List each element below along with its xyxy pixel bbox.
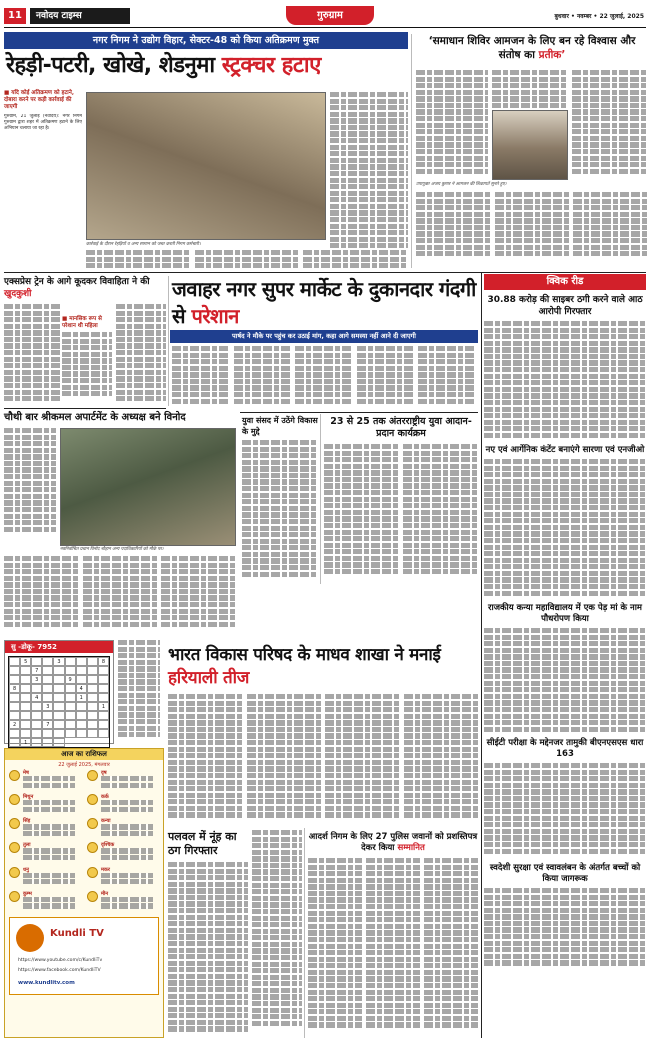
- sudoku-cell[interactable]: [31, 711, 42, 720]
- sudoku-cell[interactable]: [31, 684, 42, 693]
- rashi-text: [101, 800, 153, 813]
- quick-item-3-body: [484, 628, 646, 734]
- lead-bullet: ■ यदि कोई अतिक्रमण को हटाने, दोबारा करने पर कड़ी कार्रवाई की जाएगी: [4, 90, 74, 110]
- sudoku-cell[interactable]: [98, 729, 109, 738]
- quick-read-title: क्विक रीड: [484, 274, 646, 290]
- sudoku-cell[interactable]: [9, 711, 20, 720]
- sudoku-cell[interactable]: [9, 738, 20, 747]
- sudoku-cell[interactable]: [20, 693, 31, 702]
- aadhar-cols: [308, 858, 478, 1034]
- sudoku-grid[interactable]: [8, 656, 110, 748]
- sudoku-cell[interactable]: [65, 702, 76, 711]
- sudoku-cell[interactable]: [20, 675, 31, 684]
- rashi-name: मेष: [23, 770, 29, 776]
- lead-photo: [86, 92, 326, 240]
- rashi-name: तुला: [23, 842, 31, 849]
- divider: [304, 828, 305, 1038]
- lead-headline: [6, 52, 410, 80]
- divider: [4, 408, 166, 409]
- sudoku-cell[interactable]: 1: [20, 738, 31, 747]
- rashifal-title: आज का राशिफल: [5, 749, 163, 760]
- rashi-item: [87, 770, 159, 789]
- quick-item-5-body: [484, 888, 646, 968]
- sudoku-cell[interactable]: [42, 675, 53, 684]
- sudoku-cell[interactable]: [9, 666, 20, 675]
- rashi-item: [87, 842, 159, 861]
- lead-col-bottom: [86, 250, 408, 272]
- sudoku-cell[interactable]: [20, 720, 31, 729]
- divider: [411, 34, 412, 268]
- sudoku-cell[interactable]: [42, 711, 53, 720]
- sudoku-cell[interactable]: [98, 711, 109, 720]
- sudoku-cell[interactable]: [65, 684, 76, 693]
- rashi-item: [87, 867, 159, 886]
- sudoku-cell[interactable]: 4: [76, 684, 87, 693]
- zodiac-icon: [87, 891, 98, 902]
- rashifal-list: [5, 770, 163, 913]
- sudoku-cell[interactable]: [87, 666, 98, 675]
- sudoku-cell[interactable]: [87, 711, 98, 720]
- rashi-name: कन्या: [101, 818, 111, 825]
- zodiac-icon: [87, 794, 98, 805]
- zodiac-icon: [9, 794, 20, 805]
- exchange-headline: 23 से 25 तक अंतरराष्ट्रीय युवा आदान-प्रदान कार्यक्रम: [330, 416, 472, 439]
- rashi-text: [101, 873, 153, 886]
- sudoku-cell[interactable]: [53, 684, 64, 693]
- sudoku-cell[interactable]: [42, 738, 53, 747]
- rashi-name: वृश्चिक: [101, 842, 115, 849]
- sudoku-cell[interactable]: [20, 711, 31, 720]
- zodiac-icon: [9, 867, 20, 878]
- sudoku-cell[interactable]: [65, 711, 76, 720]
- kundli-brand: Kundli TV: [50, 927, 104, 939]
- sudoku-cell[interactable]: 8: [98, 657, 109, 666]
- sudoku-cell[interactable]: [42, 666, 53, 675]
- rashi-item: [9, 867, 81, 886]
- section-title: गुरुग्राम: [286, 6, 374, 25]
- samadhan-headline: [416, 34, 648, 62]
- rashi-text: [23, 873, 75, 886]
- express-sub: ■ मानसिक रूप से परेशान थी महिला: [62, 316, 102, 329]
- rashi-item: [9, 770, 81, 789]
- sudoku-cell[interactable]: 9: [65, 675, 76, 684]
- bharat-headline: [168, 644, 478, 690]
- sudoku-cell[interactable]: [76, 666, 87, 675]
- sudoku-cell[interactable]: [31, 729, 42, 738]
- sudoku-cell[interactable]: [65, 657, 76, 666]
- sudoku-cell[interactable]: [42, 684, 53, 693]
- aadhar-headline-black: आदर्श निगम के लिए 27 पुलिस जवानों को प्रशस्तिपत्र देकर किया: [308, 832, 478, 853]
- rashi-item: [9, 891, 81, 910]
- lead-col3: [330, 92, 408, 250]
- rashi-item: [9, 818, 81, 837]
- quick-item-1-headline: 30.88 करोड़ की साइबर ठगी करने वाले आठ आरोपी गिरफ्तार: [487, 295, 643, 317]
- quick-item-2-body: [484, 459, 646, 599]
- rashi-item: [9, 794, 81, 813]
- zodiac-icon: [9, 842, 20, 853]
- zodiac-icon: [87, 842, 98, 853]
- sudoku-cell[interactable]: 8: [9, 684, 20, 693]
- express-col2: [62, 332, 112, 404]
- sudoku-cell[interactable]: [65, 666, 76, 675]
- sudoku-cell[interactable]: [65, 729, 76, 738]
- express-headline-red: खुदकुशी: [4, 289, 32, 299]
- quick-item-4-body: [484, 763, 646, 859]
- kundli-url2[interactable]: https://www.facebook.com/KundliTV: [18, 967, 101, 973]
- quick-item-5-headline: स्वदेशी सुरक्षा एवं स्वावलंबन के अंतर्गत बच्चों को किया जागरूक: [489, 863, 641, 884]
- sudoku-box: [4, 640, 114, 744]
- rashi-text: [101, 776, 153, 789]
- rashi-item: [87, 818, 159, 837]
- sudoku-cell[interactable]: [31, 720, 42, 729]
- sudoku-cell[interactable]: [31, 738, 42, 747]
- divider: [320, 414, 321, 584]
- sudoku-cell[interactable]: 1: [76, 693, 87, 702]
- issue-date: बुधवार • नवम्बर • 22 जुलाई, 2025: [554, 13, 644, 20]
- divider: [240, 412, 478, 413]
- palwal-col2: [252, 830, 302, 1034]
- samadhan-headline-red: प्रतीक’: [538, 49, 566, 61]
- sudoku-cell[interactable]: [9, 693, 20, 702]
- kundli-ad: [9, 917, 159, 995]
- palwal-col1: [168, 862, 248, 1034]
- sudoku-cell[interactable]: 3: [53, 657, 64, 666]
- youth-col: [242, 440, 318, 582]
- sudoku-cell[interactable]: [76, 675, 87, 684]
- sudoku-cell[interactable]: 2: [9, 720, 20, 729]
- sudoku-cell[interactable]: [98, 693, 109, 702]
- rashi-item: [87, 794, 159, 813]
- rashi-text: [23, 848, 75, 861]
- kundli-site[interactable]: www.kundlitv.com: [18, 979, 75, 986]
- sudoku-cell[interactable]: [98, 675, 109, 684]
- rashi-name: कुम्भ: [23, 890, 32, 897]
- divider: [481, 272, 482, 1038]
- sudoku-side-col: [118, 640, 160, 744]
- rashi-text: [23, 824, 75, 837]
- sudoku-cell[interactable]: [98, 684, 109, 693]
- rashi-item: [9, 842, 81, 861]
- samadhan-photo: [492, 110, 568, 180]
- quick-item-2-headline: नए एवं आर्गेनिक कंटेंट बनाएंगे सारणा एवं एनजीओ: [485, 445, 645, 455]
- sudoku-cell[interactable]: [87, 657, 98, 666]
- quick-item-1-body: [484, 321, 646, 441]
- divider: [168, 276, 169, 406]
- zodiac-icon: [9, 818, 20, 829]
- lead-col1: [4, 90, 82, 240]
- sudoku-cell[interactable]: [76, 657, 87, 666]
- samadhan-col-bottom: [416, 192, 648, 266]
- exchange-cols: [324, 444, 478, 582]
- sudoku-cell[interactable]: [9, 675, 20, 684]
- lead-caption: कार्रवाई के दौरान रेहड़ियों व अन्य सामान को जब्त करती निगम कर्मचारी।: [86, 242, 201, 247]
- zodiac-icon: [9, 770, 20, 781]
- sudoku-title: सु -डोकू- 7952: [5, 641, 113, 653]
- chowki-col-bottom: [4, 556, 236, 634]
- rashi-name: मकर: [101, 866, 110, 873]
- jawahar-strap: पार्षद ने मौके पर पहुंच कर उठाई मांग, कहा आगे समस्या नहीं आने दी जाएगी: [170, 330, 478, 343]
- sudoku-cell[interactable]: [53, 738, 64, 747]
- sudoku-cell[interactable]: [65, 693, 76, 702]
- sudoku-cell[interactable]: [42, 657, 53, 666]
- rashi-name: मीन: [101, 890, 109, 897]
- sudoku-cell[interactable]: [20, 666, 31, 675]
- sudoku-cell[interactable]: 1: [98, 702, 109, 711]
- zodiac-icon: [87, 818, 98, 829]
- jawahar-headline-black: जवाहर नगर सुपर मार्केट के दुकानदार गंदगी से: [172, 277, 476, 328]
- rashi-text: [101, 824, 153, 837]
- sudoku-cell[interactable]: [53, 666, 64, 675]
- rashifal-date: 22 जुलाई 2025, मंगलवार: [58, 762, 110, 768]
- rashi-name: कर्क: [101, 794, 109, 801]
- bharat-headline-red: हरियाली तीज: [168, 668, 250, 688]
- chowki-col1: [4, 428, 56, 540]
- lead-headline-black: रेहड़ी-पटरी, खोखे, शेडनुमा: [6, 53, 222, 78]
- express-headline-black: एक्सप्रेस ट्रेन के आगे कूदकर विवाहिता ने की: [4, 277, 150, 287]
- rashi-text: [23, 776, 75, 789]
- sudoku-cell[interactable]: [31, 657, 42, 666]
- sudoku-cell[interactable]: 5: [20, 657, 31, 666]
- sudoku-cell[interactable]: [98, 720, 109, 729]
- rashi-text: [101, 848, 153, 861]
- rashi-name: धनु: [23, 866, 29, 873]
- youth-headline: युवा संसद में उठेंगे विकास के मुद्दे: [242, 416, 318, 436]
- sudoku-cell[interactable]: 4: [31, 693, 42, 702]
- chowki-headline: चौथी बार श्रीकमल अपार्टमेंट के अध्यक्ष बने विनोद: [4, 412, 186, 423]
- rashifal-box: [4, 748, 164, 1038]
- rashi-item: [87, 891, 159, 910]
- sudoku-cell[interactable]: [98, 666, 109, 675]
- sudoku-cell[interactable]: [42, 693, 53, 702]
- rashi-name: वृष: [101, 770, 107, 776]
- lead-dateline: गुरुग्राम, 21 जुलाई (नवोदय): नगर निगम गुरुग्राम द्वारा शहर में अतिक्रमण हटाने के लिए अभियान चलाया जा रहा है।: [4, 114, 82, 132]
- express-col3: [116, 304, 166, 404]
- palwal-headline: पलवल में नूंह का ठग गिरफ्तार: [168, 830, 237, 857]
- sudoku-cell[interactable]: 7: [31, 666, 42, 675]
- bharat-cols: [168, 694, 478, 824]
- sudoku-cell[interactable]: [76, 720, 87, 729]
- sudoku-cell[interactable]: [87, 693, 98, 702]
- sudoku-cell[interactable]: [76, 702, 87, 711]
- sudoku-cell[interactable]: [76, 729, 87, 738]
- express-headline: [4, 276, 164, 300]
- chowki-photo: [60, 428, 236, 546]
- lead-strap: नगर निगम ने उद्योग विहार, सेक्टर-48 को किया अतिक्रमण मुक्त: [4, 32, 408, 49]
- sudoku-cell[interactable]: 7: [42, 720, 53, 729]
- sudoku-cell[interactable]: [20, 684, 31, 693]
- sudoku-cell[interactable]: [87, 675, 98, 684]
- sudoku-cell[interactable]: [42, 729, 53, 738]
- kundli-logo-icon: [16, 924, 44, 952]
- sudoku-cell[interactable]: [9, 702, 20, 711]
- divider: [4, 272, 646, 273]
- sudoku-cell[interactable]: [53, 729, 64, 738]
- sudoku-cell[interactable]: [53, 693, 64, 702]
- zodiac-icon: [87, 867, 98, 878]
- sudoku-cell[interactable]: [20, 729, 31, 738]
- rashi-text: [101, 897, 153, 910]
- aadhar-headline: [308, 832, 478, 854]
- sudoku-cell[interactable]: [53, 711, 64, 720]
- page-number: 11: [4, 8, 26, 24]
- sudoku-cell[interactable]: [87, 702, 98, 711]
- sudoku-cell[interactable]: [87, 720, 98, 729]
- jawahar-headline: [172, 276, 476, 330]
- zodiac-icon: [87, 770, 98, 781]
- rashi-name: सिंह: [23, 818, 31, 825]
- quick-read: [484, 274, 646, 1038]
- sudoku-cell[interactable]: [65, 720, 76, 729]
- quick-item-3-headline: राजकीय कन्या महाविद्यालय में एक पेड़ मां के नाम पौधरोपण किया: [488, 603, 642, 624]
- sudoku-cell[interactable]: 3: [42, 702, 53, 711]
- sudoku-cell[interactable]: [87, 684, 98, 693]
- jawahar-cols: [172, 346, 476, 408]
- samadhan-col3: [572, 70, 648, 178]
- sudoku-cell[interactable]: [53, 720, 64, 729]
- sudoku-cell[interactable]: [53, 702, 64, 711]
- samadhan-caption: उपायुक्त अजय कुमार ने आमजन की शिकायतें सुनते हुए।: [416, 182, 507, 187]
- rashi-name: मिथुन: [23, 794, 34, 801]
- masthead: नवोदय टाइम्स: [30, 8, 130, 24]
- samadhan-headline-black: ‘समाधान शिविर आमजन के लिए बन रहे विश्वास और संतोष का: [428, 35, 636, 61]
- samadhan-col1: [416, 70, 488, 178]
- jawahar-headline-red: परेशान: [191, 304, 239, 328]
- sudoku-cell[interactable]: [20, 702, 31, 711]
- page-header: [4, 4, 646, 28]
- express-col1: [4, 304, 60, 404]
- sudoku-cell[interactable]: [9, 657, 20, 666]
- sudoku-cell[interactable]: [31, 702, 42, 711]
- sudoku-cell[interactable]: [9, 729, 20, 738]
- bharat-headline-black: भारत विकास परिषद के माधव शाखा ने मनाई: [168, 645, 441, 665]
- lead-headline-red: स्ट्रक्चर हटाए: [221, 53, 321, 78]
- aadhar-headline-red: सम्मानित: [397, 843, 425, 853]
- rashi-text: [23, 800, 75, 813]
- rashi-text: [23, 897, 75, 910]
- sudoku-cell[interactable]: [53, 675, 64, 684]
- chowki-caption: नवनिर्वाचित प्रधान विनोद चौहान अन्य पदाधिकारियों को मौके पर।: [60, 547, 164, 552]
- sudoku-cell[interactable]: 3: [31, 675, 42, 684]
- kundli-url1[interactable]: https://www.youtube.com/c/KundliTv: [18, 957, 103, 963]
- zodiac-icon: [9, 891, 20, 902]
- samadhan-col2: [492, 70, 568, 108]
- sudoku-cell[interactable]: [76, 711, 87, 720]
- sudoku-cell[interactable]: [87, 729, 98, 738]
- quick-item-4-headline: सीईटी परीक्षा के मद्देनजर तामुकी बीएनएसएस धारा 163: [486, 738, 644, 759]
